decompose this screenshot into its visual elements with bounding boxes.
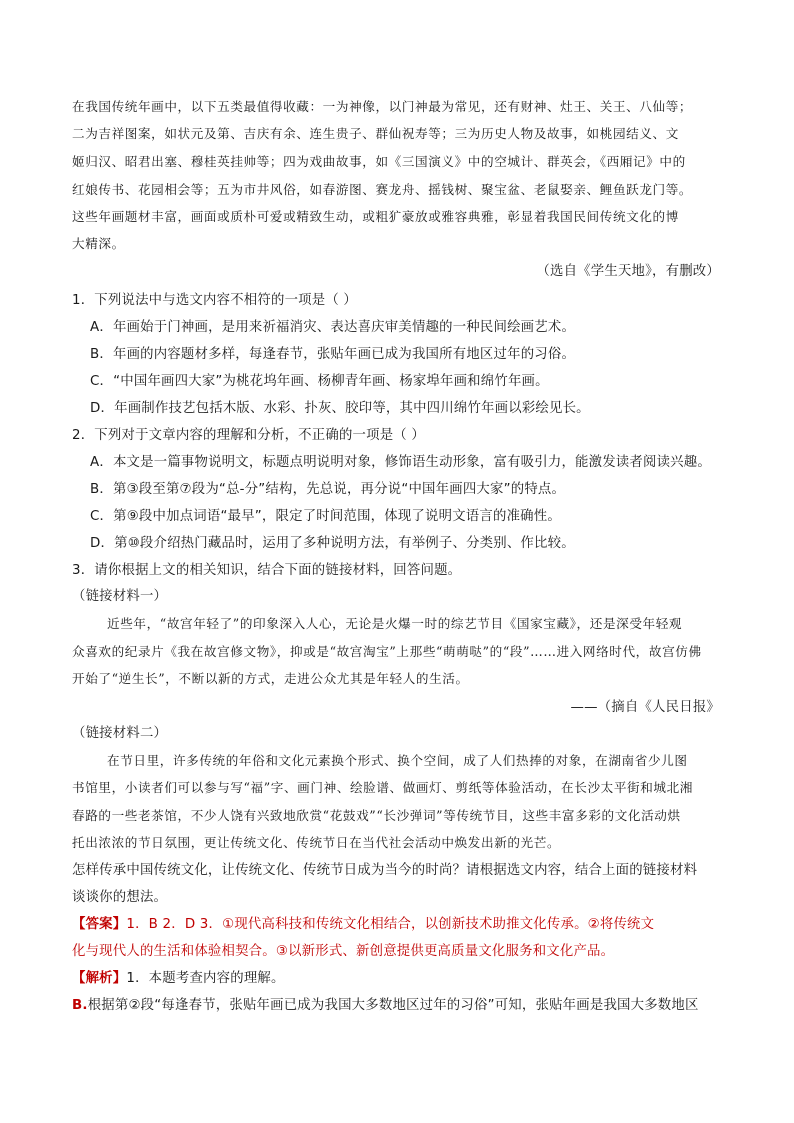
question-1-option-c: C．“中国年画四大家”为桃花坞年画、杨柳青年画、杨家埠年画和绵竹年画。 [90, 374, 549, 389]
passage-line: 在我国传统年画中，以下五类最值得收藏：一为神像，以门神最为常见，还有财神、灶王、关王、八仙等； [72, 99, 693, 114]
material-1-line: 众喜欢的纪录片《我在故宫修文物》，抑或是“故宫淘宝”上那些“萌萌哒”的“段”……进入网络时代，故宫仿佛 [72, 644, 702, 659]
question-3-prompt: 怎样传承中国传统文化，让传统文化、传统节日成为当今的时尚？请根据选文内容，结合上面的链接材料 [72, 863, 698, 878]
question-1-stem: 1．下列说法中与选文内容不相符的一项是（ ） [72, 293, 357, 308]
question-1-option-b: B．年画的内容题材多样，每逢春节，张贴年画已成为我国所有地区过年的习俗。 [90, 347, 576, 362]
answer-label: 【答案】 [72, 917, 127, 932]
question-2-option-c: C．第⑨段中加点词语“最早”，限定了时间范围，体现了说明文语言的准确性。 [90, 509, 561, 524]
analysis-text: 根据第②段“每逢春节，张贴年画已成为我国大多数地区过年的习俗”可知，张贴年画是我国大多数地区 [87, 998, 699, 1013]
analysis-option-marker: B. [72, 998, 88, 1013]
analysis-text: 1．本题考查内容的理解。 [126, 971, 285, 986]
material-2-line: 托出浓浓的节日氛围，更让传统文化、传统节日在当代社会活动中焕发出新的光芒。 [72, 835, 561, 850]
question-3-prompt: 谈谈你的想法。 [72, 890, 168, 905]
passage-line: 大精深。 [72, 236, 125, 251]
material-1-title: （链接材料一） [72, 589, 168, 604]
material-2-title: （链接材料二） [72, 726, 168, 741]
question-1-option-d: D．年画制作技艺包括木版、水彩、扑灰、胶印等，其中四川绵竹年画以彩绘见长。 [90, 401, 590, 416]
answer-line [72, 913, 654, 932]
material-1-line: 开始了“逆生长”，不断以新的方式，走进公众尤其是年轻人的生活。 [72, 671, 469, 686]
passage-line: 二为吉祥图案，如状元及第、吉庆有余、连生贵子、群仙祝寿等；三为历史人物及故事，如桃园结义、文 [72, 126, 679, 141]
passage-line: 红娘传书、花园相会等；五为市井风俗，如春游图、赛龙舟、摇钱树、聚宝盆、老鼠娶亲、鲤鱼跃龙门等。 [72, 182, 693, 197]
answer-text: 化与现代人的生活和体验相契合。③以新形式、新创意提供更高质量文化服务和文化产品。 [72, 944, 615, 959]
analysis-line [72, 994, 699, 1013]
material-2-line: 春路的一些老茶馆，不少人饶有兴致地欣赏“花鼓戏”“长沙弹词”等传统节目，这些丰富多彩的文化活动烘 [72, 808, 681, 823]
passage-line: 姬归汉、昭君出塞、穆桂英挂帅等；四为戏曲故事，如《三国演义》中的空城计、群英会，《西厢记》中的 [72, 154, 686, 169]
question-2-option-d: D．第⑩段介绍热门藏品时，运用了多种说明方法，有举例子、分类别、作比较。 [90, 536, 575, 551]
analysis-label: 【解析】 [72, 971, 127, 986]
material-1-line: 近些年，“故宫年轻了”的印象深入人心，无论是火爆一时的综艺节目《国家宝藏》，还是深受年轻观 [107, 616, 683, 631]
answer-text: 1．B 2．D 3．①现代高科技和传统文化相结合，以创新技术助推文化传承。②将传统文 [126, 917, 655, 932]
question-2-option-a: A．本文是一篇事物说明文，标题点明说明对象，修饰语生动形象，富有吸引力，能激发读者阅读兴趣。 [90, 455, 711, 470]
question-3-stem: 3．请你根据上文的相关知识，结合下面的链接材料，回答问题。 [72, 563, 462, 578]
analysis-line [72, 967, 285, 986]
material-1-source: ——（摘自《人民日报》 [570, 700, 720, 715]
material-2-line: 在节日里，许多传统的年俗和文化元素换个形式、换个空间，成了人们热捧的对象，在湖南省少儿图 [107, 753, 688, 768]
passage-line: 这些年画题材丰富，画面或质朴可爱或精致生动，或粗犷豪放或雅容典雅，彰显着我国民间传统文化的博 [72, 209, 679, 224]
question-2-option-b: B．第③段至第⑦段为“总-分”结构，先总说，再分说“中国年画四大家”的特点。 [90, 482, 566, 497]
passage-source: （选自《学生天地》，有删改） [536, 264, 720, 279]
question-1-option-a: A．年画始于门神画，是用来祈福消灾、表达喜庆审美情趣的一种民间绘画艺术。 [90, 320, 576, 335]
question-2-stem: 2．下列对于文章内容的理解和分析，不正确的一项是（ ） [72, 428, 425, 443]
material-2-line: 书馆里，小读者们可以参与写“福”字、画门神、绘脸谱、做画灯、剪纸等体验活动，在长沙太平街和城北湘 [72, 780, 693, 795]
